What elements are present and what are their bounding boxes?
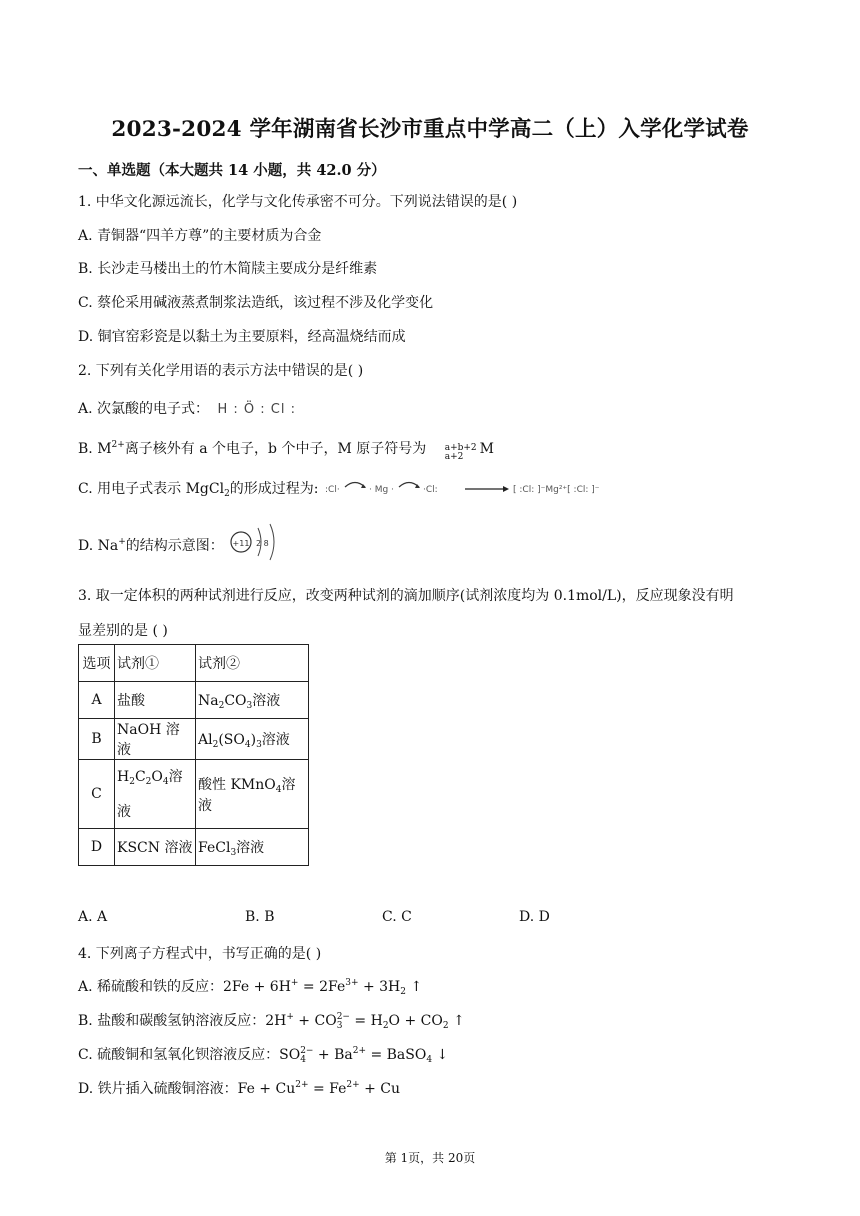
q3-option-d: D. D bbox=[519, 909, 550, 925]
atomic-notation: a+b+2 a+2 bbox=[444, 443, 477, 462]
page-footer: 第 1页，共 20页 bbox=[384, 1151, 476, 1165]
q2-option-b: B. $M^{2+}$离子核外有 a 个电子，b 个中子，M 原子符号为 a+b+2 a+2 M bbox=[78, 440, 494, 462]
q4-stem: 4. 下列离子方程式中，书写正确的是( ) bbox=[78, 946, 322, 962]
q3-option-a: A. A bbox=[78, 909, 108, 925]
section-heading: 一、单选题（本大题共 14 小题，共 42.0 分） bbox=[78, 162, 386, 179]
q1-option-d: D. 铜官窑彩瓷是以黏土为主要原料，经高温烧结而成 bbox=[78, 329, 406, 345]
q2-option-a bbox=[78, 398, 296, 418]
q4-option-a: A. 稀硫酸和铁的反应：$2Fe + 6H^+ = 2Fe^{3+} + 3H_2$ ↑ bbox=[78, 978, 423, 997]
q1-option-c: C. 蔡伦采用碱液蒸煮制浆法造纸，该过程不涉及化学变化 bbox=[78, 295, 434, 311]
table-row: A 盐酸 $Na_2CO_3$溶液 bbox=[79, 682, 309, 719]
table-row: B NaOH 溶液 $Al_2(SO_4)_3$溶液 bbox=[79, 719, 309, 760]
svg-text:· Mg ·: · Mg · bbox=[368, 485, 394, 495]
q3-stem-line-1: 3. 取一定体积的两种试剂进行反应，改变两种试剂的滴加顺序(试剂浓度均为 0.1mol/L)，反应现象没有明 bbox=[78, 588, 734, 604]
q4-option-b: B. 盐酸和碳酸氢钠溶液反应：2H+ + CO 2− 3 = $H_2O + CO_2$ ↑ bbox=[78, 1012, 465, 1031]
svg-text:[ :Cl: ]⁻Mg²⁺[ :Cl: ]⁻: [ :Cl: ]⁻Mg²⁺[ :Cl: ]⁻ bbox=[512, 485, 600, 495]
svg-text::Cl·: :Cl· bbox=[324, 485, 340, 495]
q1-stem: 1. 中华文化源远流长，化学与文化传承密不可分。下列说法错误的是( ) bbox=[78, 194, 518, 210]
q1-option-a: A. 青铜器“四羊方尊”的主要材质为合金 bbox=[78, 228, 322, 244]
q2-stem: 2. 下列有关化学用语的表示方法中错误的是( ) bbox=[78, 363, 364, 379]
table-row: D KSCN 溶液 FeCl$_3$溶液 bbox=[79, 829, 309, 866]
q2-option-a-label: A. 次氯酸的电子式： bbox=[78, 401, 210, 417]
q3-stem-line-2: 显差别的是 ( ) bbox=[78, 623, 168, 639]
table-header-row: 选项 试剂① 试剂② bbox=[79, 645, 309, 682]
q1-option-b: B. 长沙走马楼出土的竹木简牍主要成分是纤维素 bbox=[78, 261, 378, 277]
q4-option-c: C. 硫酸铜和氢氧化钡溶液反应：SO 2− 4 + $Ba^{2+}$ = BaSO$_4$ ↓ bbox=[78, 1046, 449, 1065]
q3-reagent-table bbox=[78, 644, 309, 866]
table-row: C $H_2C_2O_4$溶 液 酸性 KMnO$_4$溶液 bbox=[79, 760, 309, 829]
q2-option-d: D. Na+的结构示意图： bbox=[78, 537, 224, 554]
q4-option-d: D. 铁片插入硫酸铜溶液：$Fe + Cu^{2+} = Fe^{2+} + Cu$ bbox=[78, 1080, 401, 1097]
q3-option-c: C. C bbox=[382, 909, 412, 925]
mgcl2-formation-image bbox=[323, 478, 641, 500]
na-ion-structure-image bbox=[228, 522, 284, 562]
q2-option-c: C. 用电子式表示 MgCl$_2$的形成过程为: :Cl· · Mg · ·Cl: [ :Cl: ]⁻Mg²⁺[ :Cl: ]⁻ bbox=[78, 478, 641, 500]
q3-option-b: B. B bbox=[245, 909, 275, 925]
page-title: 2023-2024 学年湖南省长沙市重点中学高二（上）入学化学试卷 bbox=[111, 117, 749, 142]
svg-text:·Cl:: ·Cl: bbox=[422, 485, 438, 495]
svg-text:2 8: 2 8 bbox=[256, 539, 269, 548]
hclo-electron-formula-image: H : Ö : Cl : bbox=[217, 401, 296, 417]
svg-text:+11: +11 bbox=[232, 539, 250, 548]
